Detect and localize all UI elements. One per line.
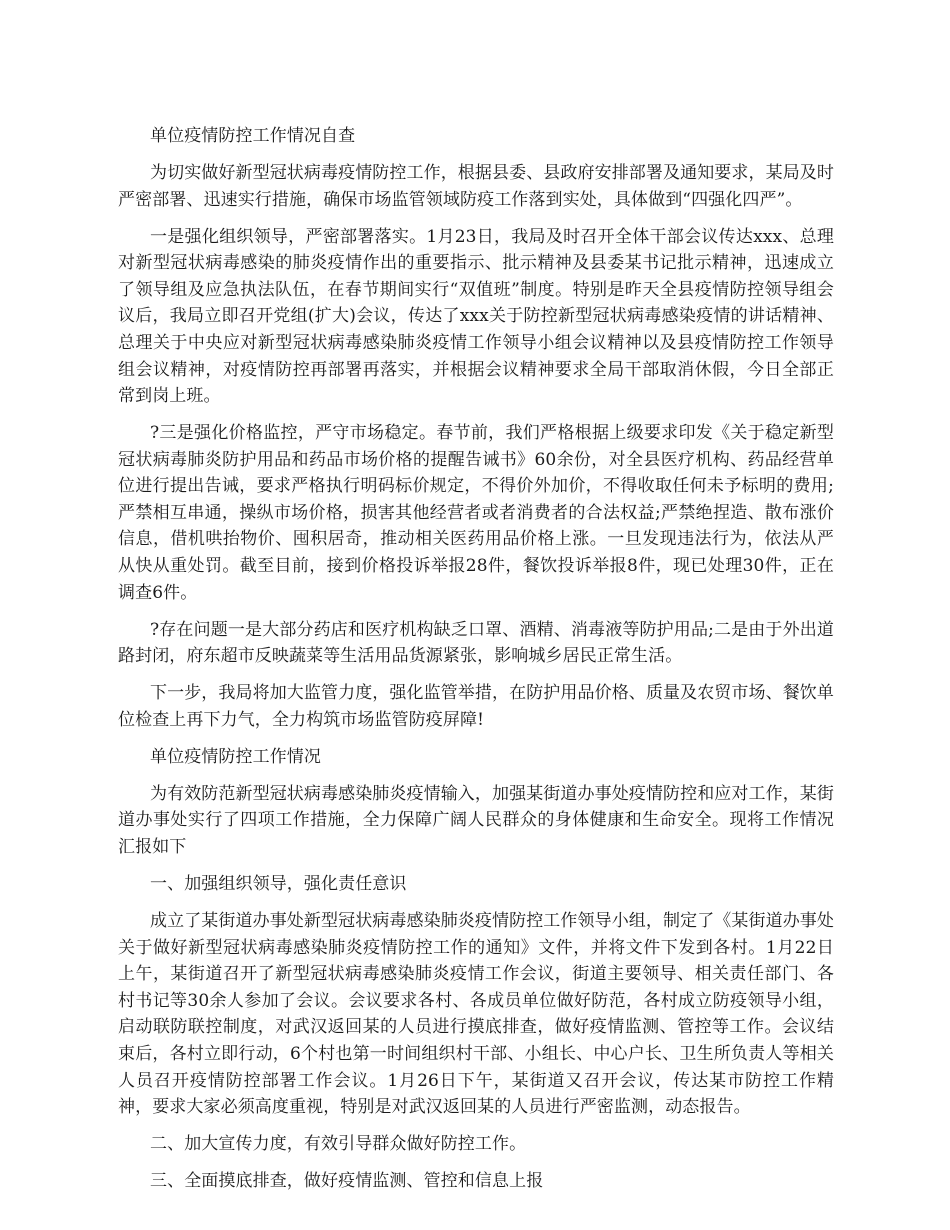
heading-screening: 三、全面摸底排查，做好疫情监测、管控和信息上报 (150, 1171, 544, 1192)
paragraph-street-intro: 为有效防范新型冠状病毒感染肺炎疫情输入，加强某街道办事处疫情防控和应对工作，某街道办事处实行了四项工作措施，全力保障广阔人民群众的身体健康和生命安全。现将工作情况汇报如下 (118, 783, 834, 857)
paragraph-problems: ?存在问题一是大部分药店和医疗机构缺乏口罩、酒精、消毒液等防护用品;二是由于外出道路封闭，府东超市反映蔬菜等生活用品货源紧张，影响城乡居民正常生活。 (118, 619, 834, 667)
paragraph-price-control: ?三是强化价格监控，严守市场稳定。春节前，我们严格根据上级要求印发《关于稳定新型冠状病毒肺炎防护用品和药品市场价格的提醒告诫书》60余份，对全县医疗机构、药品经营单位进行提出告诫，要求严格执行明码标价规定，不得价外加价，不得收取任何未予标明的费用;严禁相互串通，操纵市场价格，损害其他经营者或者消费者的合法权益;严禁绝捏造、散布涨价信息，借机哄抬物价、囤积居奇，推动相关医药用品价格上涨。一旦发现违法行为，依法从严从快从重处罚。截至目前，接到价格投诉举报28件，餐饮投诉举报8件，现已处理30件，正在调查6件。 (118, 423, 834, 603)
document-body (118, 123, 834, 1205)
heading-publicity: 二、加大宣传力度，有效引导群众做好防控工作。 (150, 1134, 527, 1155)
paragraph-organization: 一是强化组织领导，严密部署落实。1月23日，我局及时召开全体干部会议传达xxx、总理对新型冠状病毒感染的肺炎疫情作出的重要指示、批示精神及县委某书记批示精神，迅速成立了领导组及应急执法队伍，在春节期间实行“双值班”制度。特别是昨天全县疫情防控领导组会议后，我局立即召开党组(扩大)会议，传达了xxx关于防控新型冠状病毒感染疫情的讲话精神、总理关于中央应对新型冠状病毒感染肺炎疫情工作领导小组会议精神以及县疫情防控工作领导组会议精神，对疫情防控再部署再落实，并根据会议精神要求全局干部取消休假，今日全部正常到岗上班。 (118, 226, 834, 407)
heading-organization-leadership: 一、加强组织领导，强化责任意识 (150, 873, 407, 894)
section-title-self-check: 单位疫情防控工作情况自查 (150, 126, 356, 146)
paragraph-next-steps: 下一步，我局将加大监管力度，强化监管举措，在防护用品价格、质量及农贸市场、餐饮单位检查上再下力气，全力构筑市场监管防疫屏障! (118, 683, 834, 730)
paragraph-leadership-details: 成立了某街道办事处新型冠状病毒感染肺炎疫情防控工作领导小组，制定了《某街道办事处关于做好新型冠状病毒感染肺炎疫情防控工作的通知》文件，并将文件下发到各村。1月22日上午，某街道召开了新型冠状病毒感染肺炎疫情工作会议，街道主要领导、相关责任部门、各村书记等30余人参加了会议。会议要求各村、各成员单位做好防范，各村成立防疫领导小组，启动联防联控制度，对武汉返回某的人员进行摸底排查，做好疫情监测、管控等工作。会议结束后，各村立即行动，6个村也第一时间组织村干部、小组长、中心户长、卫生所负责人等相关人员召开疫情防控部署工作会议。1月26日下午，某街道又召开会议，传达某市防控工作精神，要求大家必须高度重视，特别是对武汉返回某的人员进行严密监测，动态报告。 (118, 910, 834, 1118)
section-title-work-status: 单位疫情防控工作情况 (150, 746, 321, 767)
paragraph-intro: 为切实做好新型冠状病毒疫情防控工作，根据县委、县政府安排部署及通知要求，某局及时严密部署、迅速实行措施，确保市场监管领域防疫工作落到实处，具体做到“四强化四严”。 (118, 162, 834, 210)
